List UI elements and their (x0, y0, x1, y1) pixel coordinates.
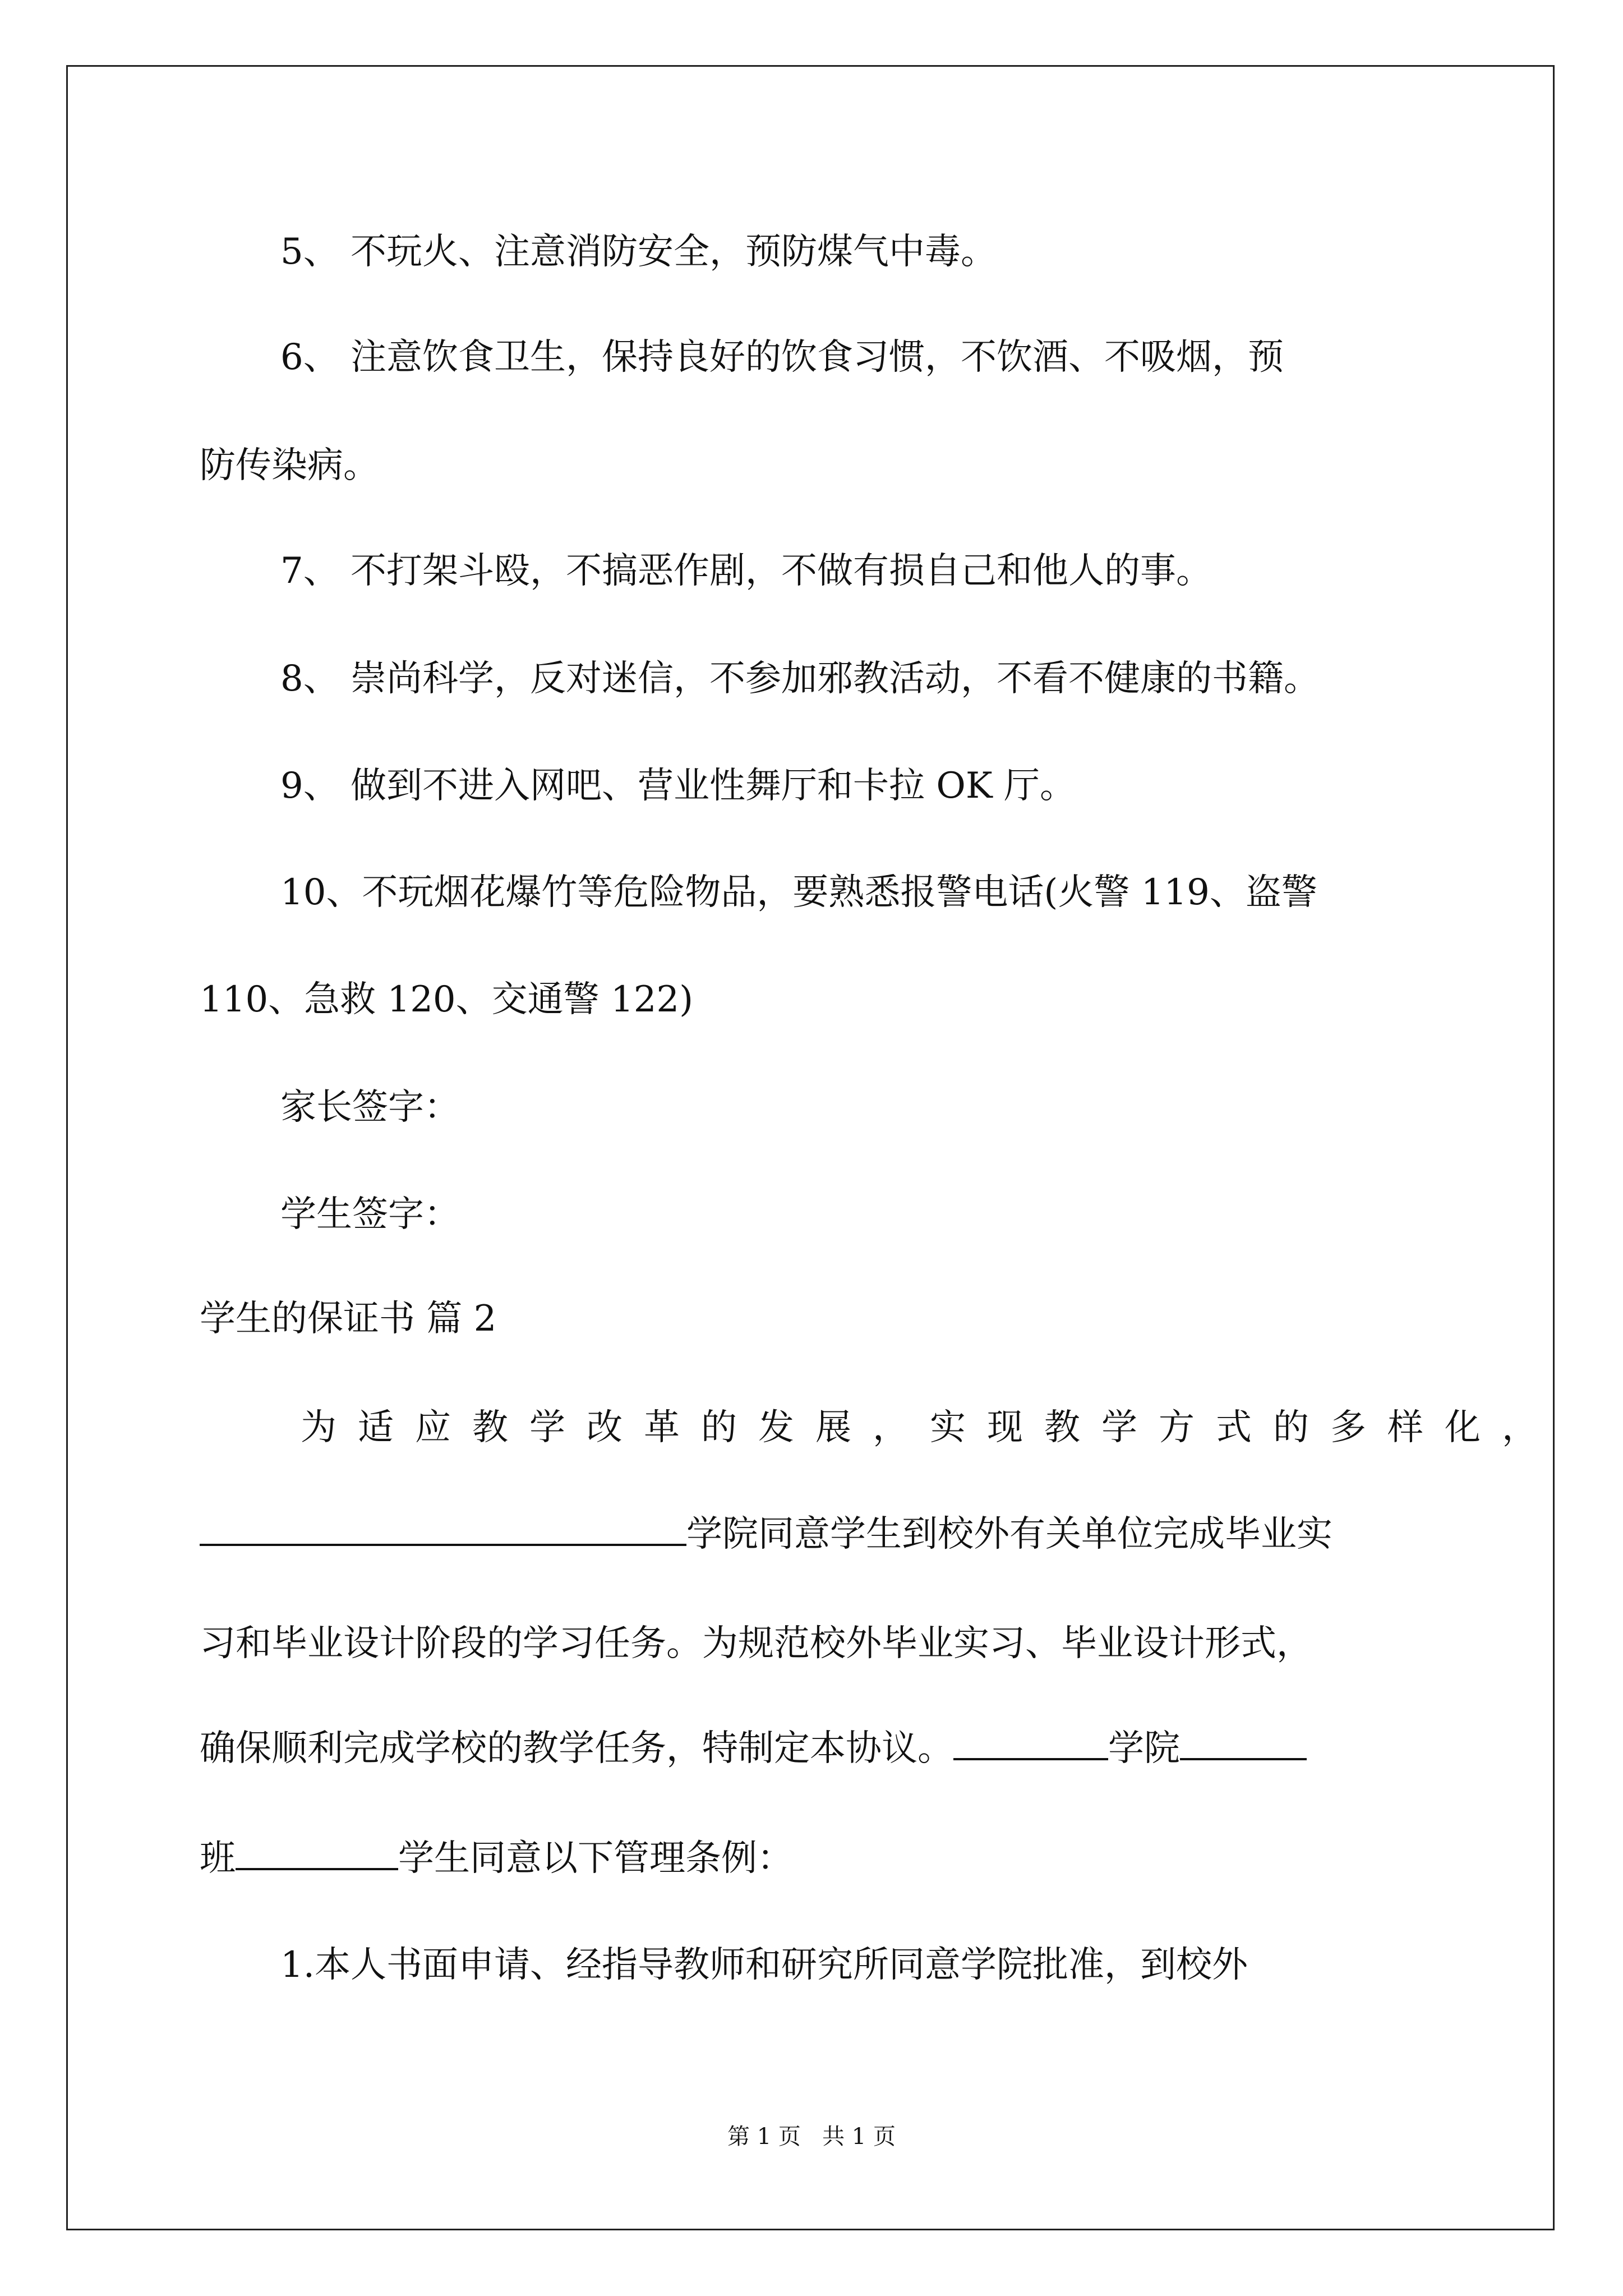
item-10: 10、不玩烟花爆竹等危险物品，要熟悉报警电话(火警 119、盗警 (280, 872, 1317, 913)
paragraph-line-2 (200, 1509, 1439, 1559)
page-border (66, 65, 1559, 2230)
paragraph-line-5-text: 学生同意以下管理条例： (398, 1838, 793, 1879)
section-title: 学生的保证书 篇 2 (200, 1298, 497, 1340)
blank-student-name[interactable] (236, 1835, 398, 1870)
paragraph-line-1: 为适应教学改革的发展，实现教学方式的多样化， (301, 1407, 1559, 1448)
blank-college-name[interactable] (200, 1511, 686, 1546)
blank-class[interactable] (1180, 1726, 1307, 1760)
student-signature-label: 学生签字： (280, 1194, 460, 1235)
class-label: 班 (200, 1838, 236, 1879)
parent-signature-label: 家长签字： (280, 1087, 460, 1128)
college-label: 学院 (1108, 1728, 1180, 1769)
paragraph-line-4-text: 确保顺利完成学校的教学任务，特制定本协议。 (200, 1728, 953, 1769)
item-9: 9、 做到不进入网吧、营业性舞厅和卡拉 OK 厅。 (280, 765, 1076, 807)
item-6-continued: 防传染病。 (200, 445, 379, 486)
paragraph-line-6: 1.本人书面申请、经指导教师和研究所同意学院批准，到校外 (280, 1944, 1248, 1986)
item-5: 5、 不玩火、注意消防安全，预防煤气中毒。 (280, 231, 997, 273)
paragraph-line-4 (200, 1723, 1439, 1774)
item-6: 6、 注意饮食卫生，保持良好的饮食习惯，不饮酒、不吸烟，预 (280, 337, 1284, 378)
blank-college[interactable] (953, 1726, 1108, 1760)
item-10-continued: 110、急救 120、交通警 122) (200, 979, 694, 1020)
item-7: 7、 不打架斗殴，不搞恶作剧，不做有损自己和他人的事。 (280, 550, 1212, 592)
paragraph-line-5 (200, 1833, 1439, 1884)
paragraph-line-2-text: 学院同意学生到校外有关单位完成毕业实 (686, 1513, 1332, 1555)
paragraph-line-3: 习和毕业设计阶段的学习任务。为规范校外毕业实习、毕业设计形式， (200, 1623, 1312, 1664)
item-8: 8、 崇尚科学，反对迷信，不参加邪教活动，不看不健康的书籍。 (280, 658, 1320, 700)
page-footer: 第 1 页 共 1 页 (727, 2124, 896, 2150)
